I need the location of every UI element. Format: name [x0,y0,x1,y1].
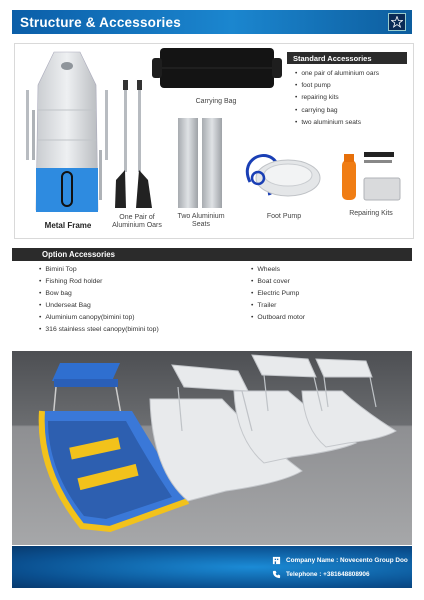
list-item: • Electric Pump [251,288,305,300]
list-item: • 316 stainless steel canopy(bimini top) [39,324,159,336]
telephone-number: Telephone : +381648808906 [286,571,370,578]
seats-image [177,117,223,209]
metal-frame-caption: Metal Frame [44,221,92,230]
repair-kits-caption: Repairing Kits [349,210,393,217]
repair-kits-image [338,148,404,206]
option-list-left [39,264,159,336]
standard-accessories-box [287,52,407,134]
list-item: • Trailer [251,300,305,312]
list-item: • Bow bag [39,288,159,300]
page-title: Structure & Accessories [20,14,181,30]
phone-icon [272,570,281,579]
list-item: • Underseat Bag [39,300,159,312]
seats-caption-text: Two Aluminium Seats [177,213,225,228]
building-icon [272,556,281,565]
oars-image [112,80,156,210]
option-accessories-bar [12,248,412,261]
standard-accessories-list [287,64,407,129]
footer-banner [12,546,412,588]
option-list-right [251,264,305,324]
carrying-bag-image [152,46,282,92]
list-item: • one pair of aluminium oars [295,68,407,80]
list-item: • Aluminium canopy(bimini top) [39,312,159,324]
header-banner [12,10,412,34]
list-item: • Outboard motor [251,312,305,324]
oars-caption-text: One Pair of Aluminium Oars [112,214,162,229]
boats-photo [12,351,412,545]
list-item: • two aluminium seats [295,117,407,129]
list-item: • foot pump [295,80,407,92]
seats-caption [166,213,236,229]
carrying-bag-caption: Carrying Bag [195,98,237,105]
oars-caption [108,214,166,230]
list-item: • Fishing Rod holder [39,276,159,288]
star-logo-icon [388,13,406,31]
option-accessories-title: Option Accessories [42,250,115,259]
list-item: • Bimini Top [39,264,159,276]
list-item: • carrying bag [295,105,407,117]
standard-accessories-title: Standard Accessories [287,52,407,64]
metal-frame-image [24,50,110,220]
list-item: • repairing kits [295,92,407,104]
list-item: • Boat cover [251,276,305,288]
telephone-line [272,570,370,579]
boats-illustration [12,351,412,545]
foot-pump-caption: Foot Pump [266,213,302,220]
company-line [272,556,408,565]
list-item: • Wheels [251,264,305,276]
company-name: Company Name : Novecento Group Doo [286,557,408,564]
foot-pump-image [240,142,328,208]
